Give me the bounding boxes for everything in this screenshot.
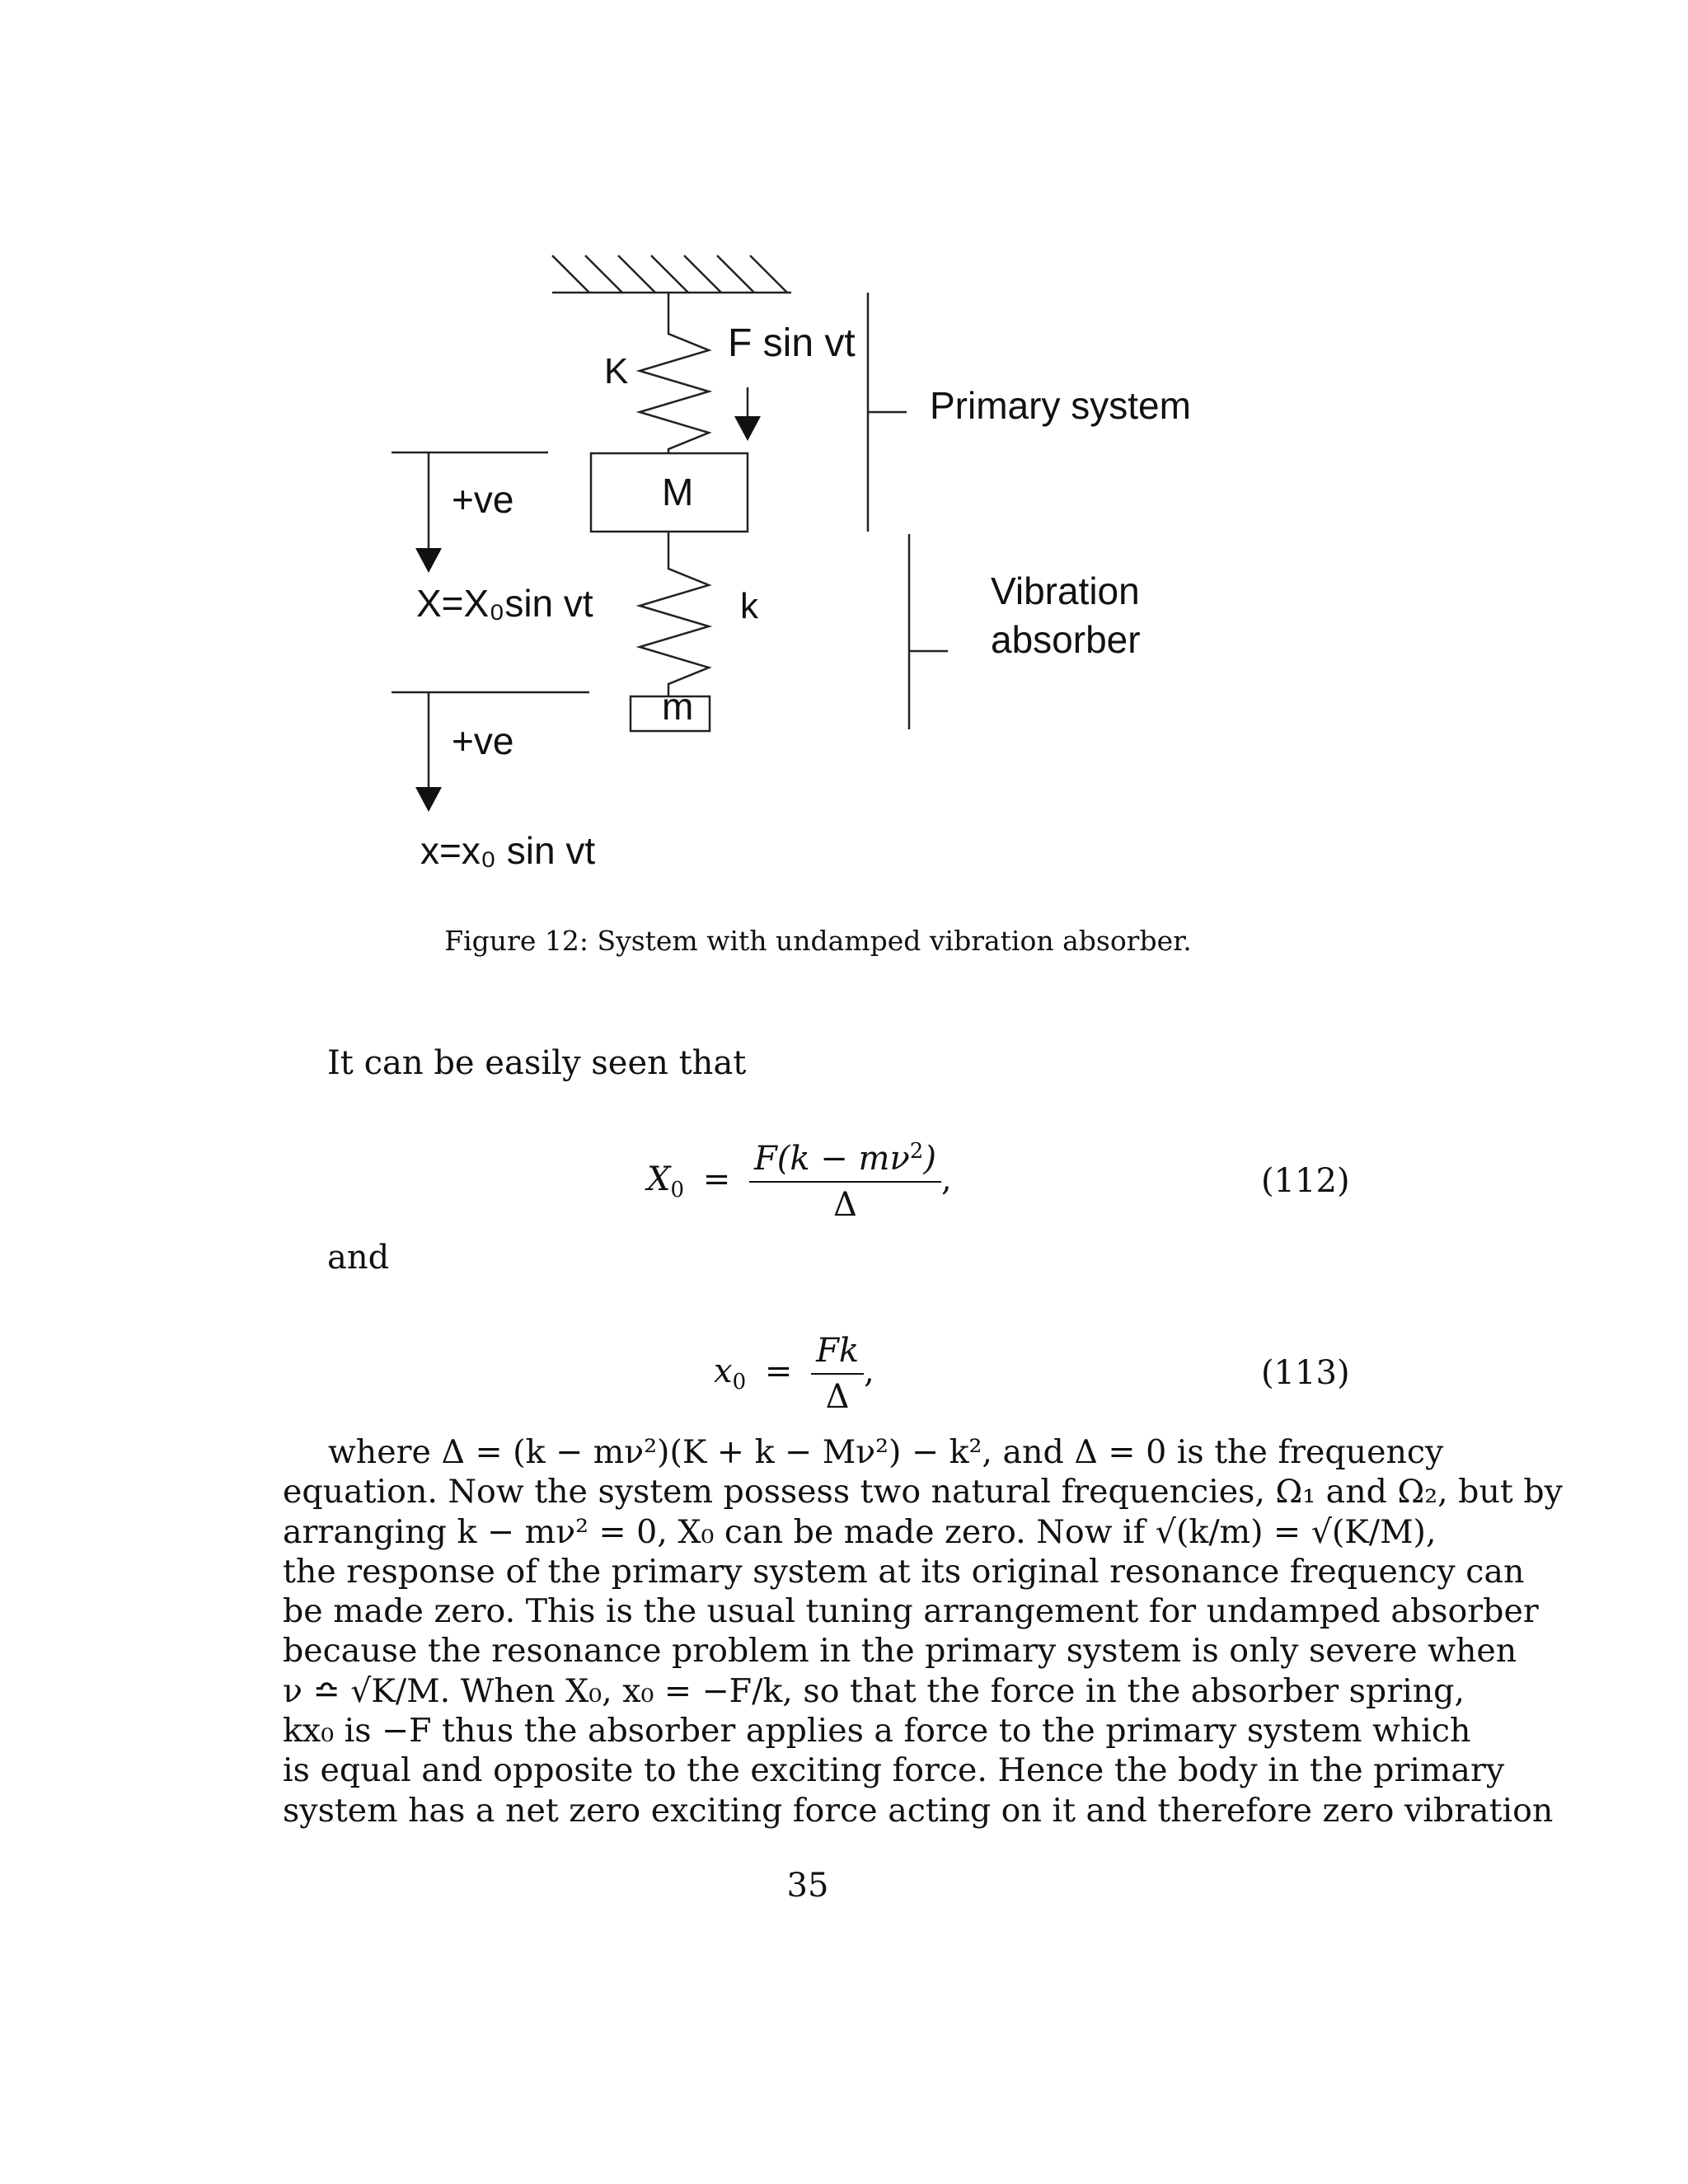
mass-M-label: M <box>662 471 694 513</box>
figure-caption: Figure 12: System with undamped vibration absorber. <box>444 925 1192 957</box>
paragraph-line: arranging k − mν² = 0, X₀ can be made zero. Now if √(k/m) = √(K/M), <box>283 1512 1437 1551</box>
primary-system-label: Primary system <box>930 384 1191 427</box>
force-arrowhead <box>734 416 761 441</box>
eq113-lhs-sub: 0 <box>732 1370 747 1394</box>
eq113-denominator: Δ <box>825 1378 850 1416</box>
eq112-denominator: Δ <box>833 1186 857 1224</box>
equation-113 <box>714 1332 874 1416</box>
eq112-fraction <box>749 1140 941 1224</box>
eq112-lhs: X <box>647 1160 671 1198</box>
and-text: and <box>327 1239 390 1277</box>
paragraph-line: be made zero. This is the usual tuning arrangement for undamped absorber <box>283 1592 1539 1631</box>
eq113-lhs: x <box>714 1352 733 1390</box>
vibration-absorber-label-line1: Vibration <box>991 569 1140 612</box>
absorber-displacement-label: x=x₀ sin vt <box>420 829 596 872</box>
eq112-lhs-sub: 0 <box>670 1178 685 1202</box>
paragraph-line: because the resonance problem in the primary system is only severe when <box>283 1632 1517 1671</box>
equation-number-113: (113) <box>1261 1354 1350 1392</box>
paragraph-line: equation. Now the system possess two natural frequencies, Ω₁ and Ω₂, but by <box>283 1473 1563 1511</box>
eq112-numerator-close: ) <box>923 1140 936 1178</box>
eq112-numerator-sup: 2 <box>909 1139 924 1164</box>
paragraph-line: kx₀ is −F thus the absorber applies a force to the primary system which <box>283 1712 1471 1750</box>
paragraph-line: is equal and opposite to the exciting force. Hence the body in the primary <box>283 1751 1505 1790</box>
paragraph-line: system has a net zero exciting force acting on it and therefore zero vibration <box>283 1791 1554 1830</box>
main-paragraph <box>283 1432 1563 1830</box>
absorber-spring <box>640 532 709 696</box>
vibration-absorber-label-line2: absorber <box>991 618 1141 661</box>
equation-number-112: (112) <box>1261 1162 1350 1200</box>
eq113-equals: = <box>764 1352 793 1390</box>
paragraph-line: ν ≏ √K/M. When X₀, x₀ = −F/k, so that the force in the absorber spring, <box>283 1671 1465 1710</box>
eq112-numerator: F(k − mν <box>753 1140 910 1178</box>
eq112-equals: = <box>702 1160 731 1198</box>
primary-displacement-label: X=X₀sin vt <box>416 582 593 625</box>
eq112-punct: , <box>940 1160 952 1198</box>
intro-text: It can be easily seen that <box>327 1044 747 1082</box>
positive-direction-lower-label: +ve <box>452 719 514 762</box>
stiffness-K-label: K <box>604 351 629 391</box>
eq113-punct: , <box>864 1352 874 1390</box>
eq113-fraction <box>811 1332 864 1416</box>
equation-112 <box>647 1140 952 1224</box>
absorber-displacement-arrowhead <box>415 787 442 812</box>
page-number: 35 <box>786 1867 829 1905</box>
force-label: F sin vt <box>728 321 856 365</box>
stiffness-k-label: k <box>740 586 758 626</box>
paragraph-line: the response of the primary system at its original resonance frequency can <box>283 1552 1525 1591</box>
eq113-numerator: Fk <box>811 1332 864 1375</box>
primary-spring <box>640 293 709 453</box>
vibration-absorber-diagram <box>0 0 1688 907</box>
primary-displacement-arrowhead <box>415 548 442 573</box>
paragraph-line: where Δ = (k − mν²)(K + k − Mν²) − k², and Δ = 0 is the frequency <box>328 1433 1444 1471</box>
positive-direction-upper-label: +ve <box>452 478 514 521</box>
ground-hatching <box>552 255 787 293</box>
mass-m-label: m <box>662 685 694 728</box>
